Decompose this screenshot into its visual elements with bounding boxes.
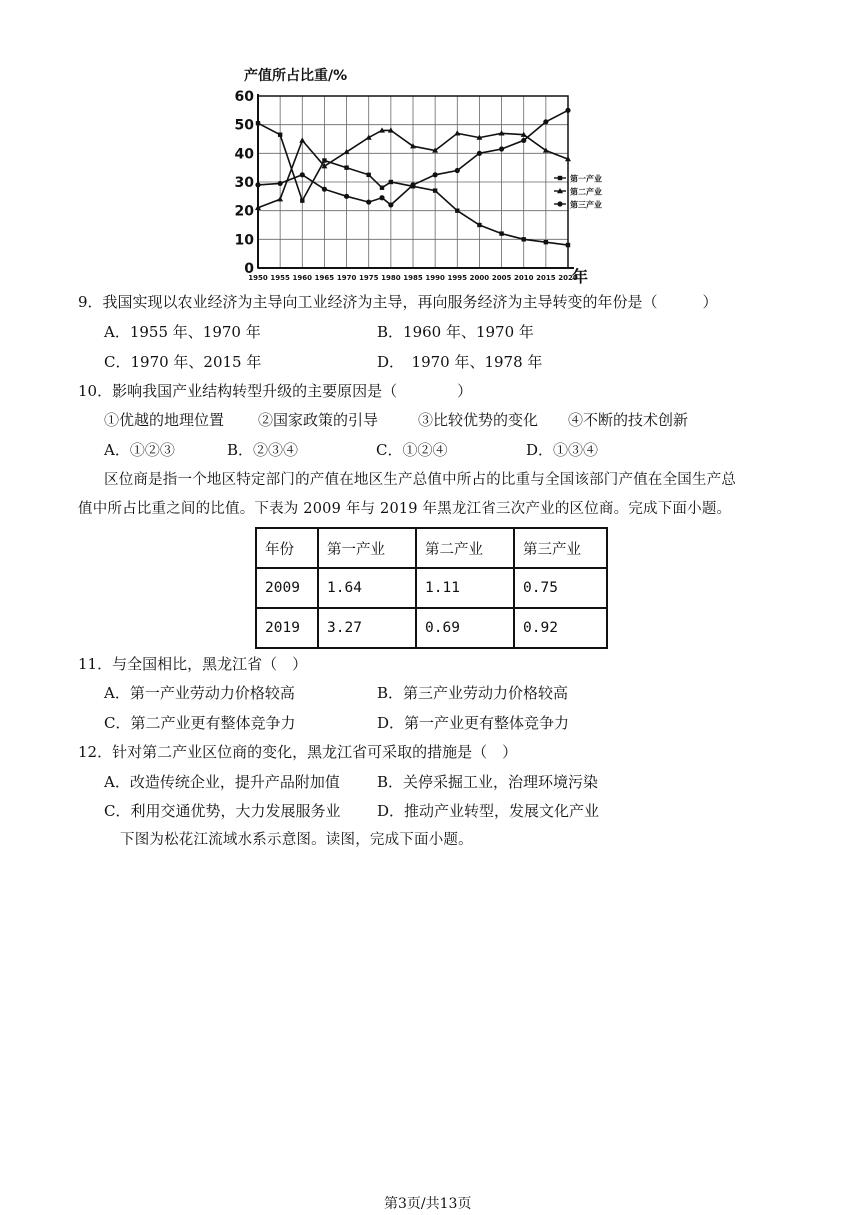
- question-10-option-a[interactable]: A．①②③: [104, 441, 175, 459]
- data-point: [499, 231, 503, 235]
- data-point: [322, 187, 327, 192]
- chart-svg: [230, 60, 630, 285]
- table-cell: 2019: [256, 608, 318, 648]
- y-tick-label: 40: [234, 146, 254, 163]
- data-point: [558, 176, 562, 180]
- data-point: [455, 168, 460, 173]
- data-point: [499, 146, 504, 151]
- table-cell: 2009: [256, 568, 318, 608]
- table-header-cell: 第二产业: [416, 528, 514, 568]
- data-point: [522, 237, 526, 241]
- question-9-stem: 9．我国实现以农业经济为主导向工业经济为主导，再向服务经济为主导转变的年份是（ ）: [78, 293, 718, 311]
- question-12-stem: 12．针对第二产业区位商的变化，黑龙江省可采取的措施是（ ）: [78, 743, 518, 761]
- question-10-option-d[interactable]: D．①③④: [526, 441, 599, 459]
- data-point: [322, 158, 326, 162]
- table-header-cell: 第三产业: [514, 528, 607, 568]
- data-point: [379, 195, 384, 200]
- data-point: [278, 181, 283, 186]
- data-point: [521, 138, 526, 143]
- legend-label: 第二产业: [570, 187, 602, 197]
- x-tick-label: 2005: [491, 274, 512, 282]
- y-axis-label: 产值所占比重/%: [244, 68, 348, 84]
- table-header-cell: 第一产业: [318, 528, 416, 568]
- data-point: [255, 182, 260, 187]
- question-10-stem: 10．影响我国产业结构转型升级的主要原因是（ ）: [78, 382, 473, 400]
- question-11-option-d[interactable]: D．第一产业更有整体竞争力: [377, 714, 570, 732]
- data-point: [544, 240, 548, 244]
- y-tick-label: 30: [234, 175, 254, 191]
- location-quotient-table: [255, 527, 608, 649]
- data-point: [565, 108, 570, 113]
- data-point: [256, 121, 260, 125]
- intro-paragraph-line-2: 值中所占比重之间的比值。下表为 2009 年与 2019 年黑龙江省三次产业的区位商。完成下面小题。: [78, 501, 732, 517]
- question-10-statement-3: ③比较优势的变化: [418, 411, 539, 429]
- table-cell: 1.64: [318, 568, 416, 608]
- intro-paragraph-2: 下图为松花江流域水系示意图。读图，完成下面小题。: [120, 832, 473, 848]
- table-cell: 0.69: [416, 608, 514, 648]
- data-point: [477, 223, 481, 227]
- x-tick-label: 1985: [403, 274, 423, 282]
- x-tick-label: 1995: [447, 274, 468, 282]
- data-point: [366, 199, 371, 204]
- data-point: [455, 208, 459, 212]
- x-tick-label: 2010: [513, 274, 534, 282]
- x-tick-label: 2020: [558, 274, 578, 282]
- table-cell: 0.92: [514, 608, 607, 648]
- legend-label: 第三产业: [570, 200, 602, 210]
- table-cell: 1.11: [416, 568, 514, 608]
- table-header-row: [256, 528, 607, 568]
- data-point: [380, 186, 384, 190]
- table-row: [256, 608, 607, 648]
- y-tick-label: 50: [234, 117, 254, 134]
- data-point: [300, 172, 305, 177]
- y-tick-label: 60: [234, 89, 254, 105]
- question-11-option-a[interactable]: A．第一产业劳动力价格较高: [104, 684, 295, 702]
- legend-label: 第一产业: [570, 174, 602, 184]
- question-9-option-a[interactable]: A．1955 年、1970 年: [104, 323, 261, 341]
- question-11-stem: 11．与全国相比，黑龙江省（ ）: [78, 655, 308, 673]
- data-point: [300, 198, 304, 202]
- x-tick-label: 1950: [248, 274, 268, 282]
- intro-paragraph-line-1: 区位商是指一个地区特定部门的产值在地区生产总值中所占的比重与全国该部门产值在全国生产总: [104, 472, 737, 488]
- question-12-option-a[interactable]: A．改造传统企业，提升产品附加值: [104, 773, 340, 791]
- data-point: [278, 133, 282, 137]
- question-11-option-c[interactable]: C．第二产业更有整体竞争力: [104, 714, 296, 732]
- data-point: [344, 165, 348, 169]
- y-tick-label: 10: [234, 232, 254, 249]
- y-tick-label: 0: [244, 261, 254, 277]
- x-axis-label: 年: [572, 267, 589, 285]
- question-10-statement-2: ②国家政策的引导: [258, 411, 379, 429]
- table-header-cell: 年份: [256, 528, 318, 568]
- data-point: [477, 151, 482, 156]
- x-tick-label: 1965: [314, 274, 335, 282]
- x-tick-label: 1970: [336, 274, 357, 282]
- table-row: [256, 568, 607, 608]
- x-tick-label: 1955: [270, 274, 290, 282]
- line-chart: [230, 60, 630, 285]
- x-tick-label: 1980: [381, 274, 401, 282]
- x-tick-label: 2015: [536, 274, 556, 282]
- page-number: 第3页/共13页: [384, 1196, 472, 1212]
- data-point: [344, 194, 349, 199]
- table-cell: 0.75: [514, 568, 607, 608]
- data-point: [557, 201, 562, 206]
- question-12-option-c[interactable]: C．利用交通优势，大力发展服务业: [104, 802, 341, 820]
- data-point: [389, 180, 393, 184]
- data-point: [299, 137, 305, 142]
- data-point: [410, 182, 415, 187]
- data-point: [543, 119, 548, 124]
- data-point: [277, 196, 283, 201]
- question-12-option-d[interactable]: D．推动产业转型，发展文化产业: [377, 802, 600, 820]
- question-9-option-b[interactable]: B．1960 年、1970 年: [377, 323, 534, 341]
- data-point: [388, 202, 393, 207]
- question-9-option-c[interactable]: C．1970 年、2015 年: [104, 353, 262, 371]
- data-point: [367, 173, 371, 177]
- x-tick-label: 1990: [425, 274, 445, 282]
- data-point: [433, 188, 437, 192]
- question-10-statement-1: ①优越的地理位置: [104, 411, 225, 429]
- data-point: [454, 130, 460, 135]
- question-11-option-b[interactable]: B．第三产业劳动力价格较高: [377, 684, 569, 702]
- x-tick-label: 1975: [358, 274, 379, 282]
- question-10-statement-4: ④不断的技术创新: [568, 411, 689, 429]
- y-tick-label: 20: [234, 203, 254, 220]
- data-point: [566, 243, 570, 247]
- x-tick-label: 2000: [469, 274, 490, 282]
- data-point: [433, 172, 438, 177]
- question-10-option-c[interactable]: C．①②④: [376, 441, 448, 459]
- question-12-option-b[interactable]: B．关停采掘工业，治理环境污染: [377, 773, 599, 791]
- table-cell: 3.27: [318, 608, 416, 648]
- question-10-option-b[interactable]: B．②③④: [227, 441, 299, 459]
- question-9-option-d[interactable]: D． 1970 年、1978 年: [377, 353, 543, 371]
- x-tick-label: 1960: [292, 274, 313, 282]
